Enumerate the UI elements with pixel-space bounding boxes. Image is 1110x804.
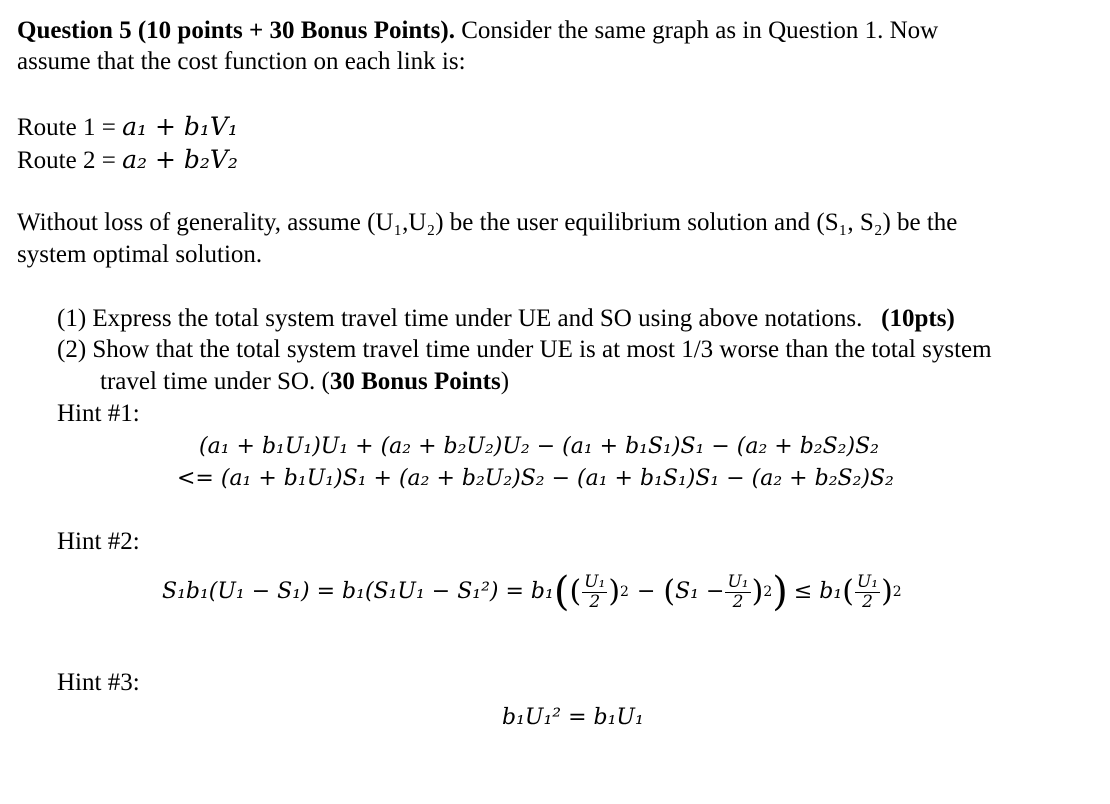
- hint-2-outer-paren-open: (: [553, 569, 570, 615]
- hint-3-label: Hint #3:: [57, 669, 140, 696]
- hint-2-paren-close-a: ): [608, 574, 621, 609]
- assumption-line1: Without loss of generality, assume (U₁,U₂) be the user equilibrium solution and (S₁, S₂) be the: [17, 209, 958, 236]
- question-intro-text: Consider the same graph as in Question 1. Now: [454, 17, 939, 44]
- question-intro-line2: assume that the cost function on each link is:: [17, 48, 466, 75]
- hint-2-paren-open-b: (: [663, 574, 676, 609]
- route-1: [17, 112, 238, 143]
- task-2-close: ): [500, 368, 510, 395]
- route-2: [17, 145, 238, 176]
- hint-2-exponent-a: 2: [620, 584, 629, 600]
- question-heading: Question 5 (10 points + 30 Bonus Points).: [17, 17, 455, 44]
- question-intro-line1: [17, 16, 938, 46]
- task-2-bonus: 30 Bonus Points: [329, 368, 501, 395]
- hint-2-fraction-b: $\frac{\text{U₁}}{2}$: [727, 571, 749, 612]
- hint-2-left: S₁b₁(U₁ − S₁) = b₁(S₁U₁ − S₁²) = b₁: [162, 579, 554, 604]
- route-2-label: Route 2 =: [17, 147, 123, 174]
- task-1-text: (1) Express the total system travel time under UE and SO using above notations.: [57, 305, 863, 332]
- hint-2-outer-paren-close: ): [772, 569, 788, 615]
- hint-2-equation: [162, 560, 902, 624]
- assumption-line2: system optimal solution.: [17, 241, 263, 268]
- hint-2-paren-close-b: ): [751, 574, 764, 609]
- hint-1-equation-line1: (a₁ + b₁U₁)U₁ + (a₂ + b₂U₂)U₂ − (a₁ + b₁S₁)S₁ − (a₂ + b₂S₂)S₂: [199, 434, 879, 459]
- hint-1-label: Hint #1:: [57, 400, 140, 427]
- route-1-label: Route 1 =: [17, 114, 123, 141]
- hint-2-minus: −: [636, 579, 656, 604]
- hint-2-fraction-c: $\frac{\text{U₁}}{2}$: [856, 571, 879, 612]
- hint-1-equation-line2: <= (a₁ + b₁U₁)S₁ + (a₂ + b₂U₂)S₂ − (a₁ + b₁S₁)S₁ − (a₂ + b₂S₂)S₂: [177, 466, 894, 491]
- hint-3-equation: b₁U₁² = b₁U₁: [502, 705, 644, 730]
- hint-2-inequality: ≤ b₁: [793, 579, 843, 604]
- route-1-formula: a₁ + b₁V₁: [122, 112, 238, 141]
- hint-2-paren-close-c: ): [881, 574, 893, 609]
- hint-2-exponent-b: 2: [763, 584, 773, 600]
- hint-2-paren-open-c: (: [842, 574, 854, 609]
- hint-2-paren-open-a: (: [569, 574, 582, 609]
- task-1-points: (10pts): [881, 305, 955, 332]
- task-2-text: travel time under SO. (: [100, 368, 330, 395]
- route-2-formula: a₂ + b₂V₂: [122, 145, 238, 174]
- hint-2-label: Hint #2:: [57, 528, 140, 555]
- task-2-line2: [100, 367, 509, 397]
- task-2-line1: (2) Show that the total system travel time under UE is at most 1/3 worse than the total system: [57, 336, 992, 363]
- hint-2-exponent-c: 2: [892, 584, 902, 600]
- hint-2-fraction-a: $\frac{\text{U₁}}{2}$: [584, 571, 606, 612]
- hint-2-s1-minus: S₁ −: [675, 579, 725, 604]
- task-1: [57, 304, 955, 334]
